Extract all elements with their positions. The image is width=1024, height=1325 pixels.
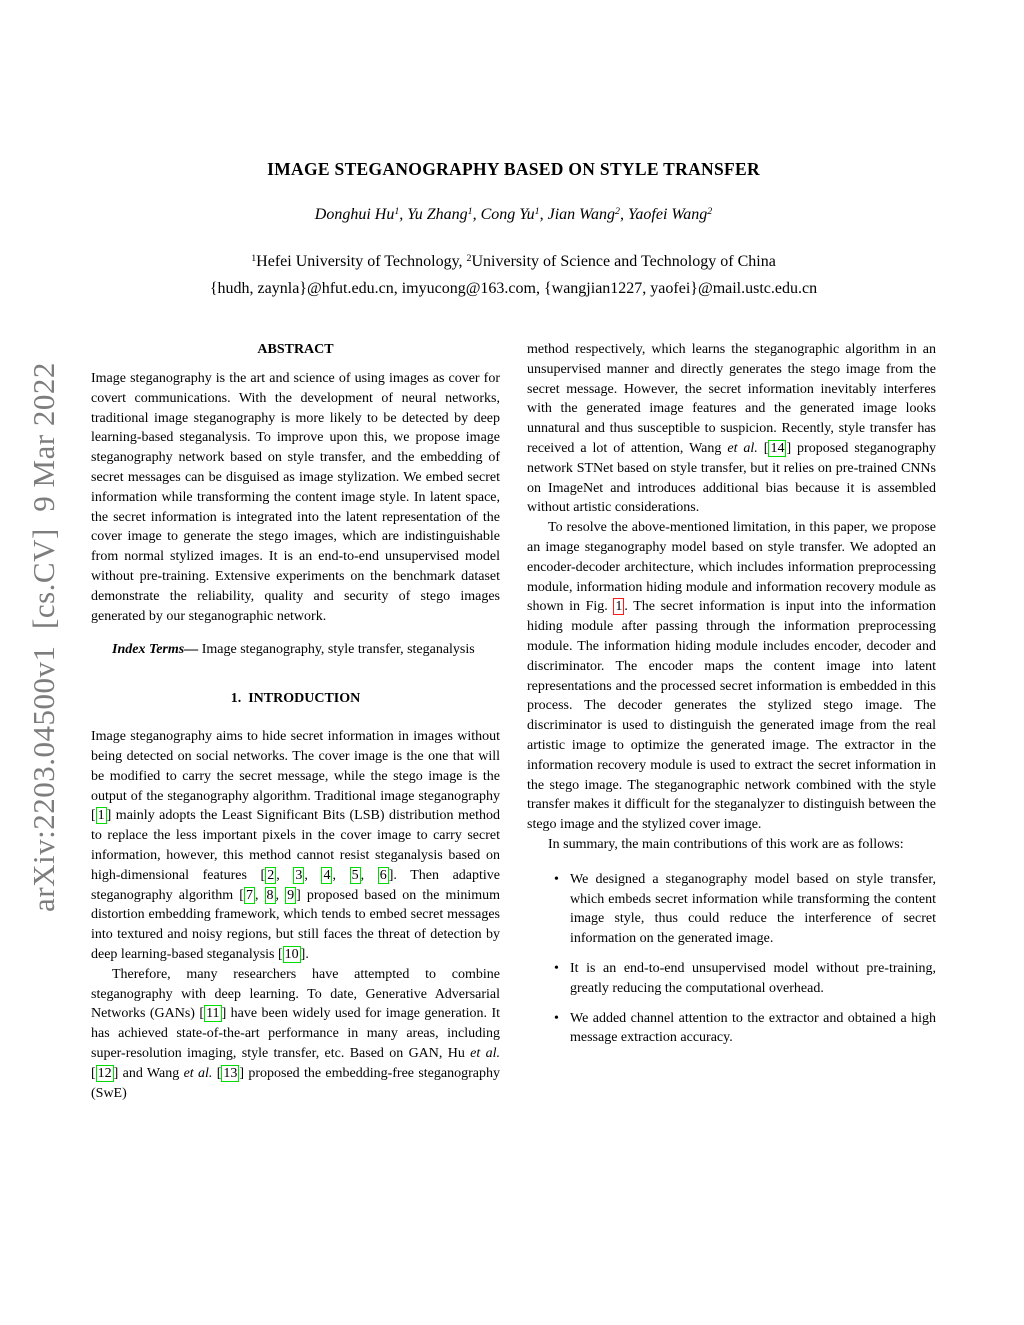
- text-segment: 1: [251, 253, 257, 265]
- arxiv-watermark: arXiv:2203.04500v1 [cs.CV] 9 Mar 2022: [26, 362, 61, 912]
- left-column: [91, 340, 500, 1103]
- citation-link[interactable]: 11: [206, 1006, 220, 1022]
- text-segment: et al.: [183, 1065, 213, 1081]
- paper-header: [91, 0, 936, 301]
- introduction-heading: 1. INTRODUCTION: [230, 691, 361, 707]
- bullet-marker: •: [554, 871, 559, 887]
- contribution-list: [527, 870, 936, 1048]
- citation-link[interactable]: 1: [97, 808, 105, 824]
- abstract-heading: ABSTRACT: [257, 342, 334, 357]
- text-segment: 2: [707, 206, 713, 218]
- citation-link[interactable]: 14: [770, 440, 785, 456]
- email-line: {hudh, zaynla}@hfut.edu.cn, imyucong@163.com, {wangjian1227, yaofei}@mail.ustc.edu.cn: [209, 280, 818, 297]
- affiliation-line: $^1$Hefei University of Technology, $^2$University of Science and Technology of China: [251, 253, 776, 270]
- abstract-text: Image steganography is the art and science of using images as cover for covert communications. With the development of neural networks, traditional image steganography is more likely to be detected by deep learning-based steganalysis. To improve upon this, we propose image steganography network based on style transfer, and the embedding of secret messages can be disguised as image stylization. We embed secret information while transforming the content image style. In latent space, the secret information is integrated into the latent representation of the cover image to generate the stego images, which are indistinguishable from normal stylized images. It is an end-to-end unsupervised model without pre-training. Extensive experiments on the benchmark dataset demonstrate the reliability, quality and security of stego images generated by our steganographic network.: [91, 371, 500, 624]
- right-paragraph-2: To resolve the above-mentioned limitation, in this paper, we propose an image steganography model based on style transfer. We adopted an encoder-decoder architecture, which includes information preprocessing module, information hiding module and information recovery module as shown in Fig. 1 . The secret information is input into the information hiding module after passing through the information preprocessing module. The information hiding module includes encoder, decoder and discriminator. The encoder maps the content image into latent representations and the processed secret information is embedded in this process. The decoder generates the stylized stego image. The discriminator is used to distinguish the generated image from the real artistic image to optimize the generated image. The extractor in the information recovery module is used to extract the secret information in the stego image. The steganographic network combined with the style transfer makes it difficult for the steganalyzer to distinguish between the stego image and the stylized cover image.: [527, 520, 936, 833]
- text-segment: 2: [466, 253, 472, 265]
- list-item: [554, 959, 936, 999]
- citation-link[interactable]: 10: [284, 946, 299, 962]
- list-item: [554, 870, 936, 949]
- right-paragraph-1: method respectively, which learns the steganographic algorithm in an unsupervised manner and directly generates the stego image from the secret message. However, the secret information inevitably interferes with the generated image features and the generated image looks unnatural and thus susceptible to suspicion. Recently, style transfer has received a lot of attention, Wang et al. [ 14 ] proposed steganography network STNet based on style transfer, but it relies on pre-trained CNNs on ImageNet and introduces additional bias because it is assembled without artistic considerations.: [527, 342, 936, 516]
- bullet-marker: •: [554, 1010, 559, 1026]
- text-segment: 2: [615, 206, 620, 218]
- intro-paragraph-1: Image steganography aims to hide secret information in images without being detected on social networks. The cover image is the one that will be modified to carry the secret message, while the stego image is the output of the steganography algorithm. Traditional image steganography [ 1 ] mainly adopts the Least Significant Bits (LSB) distribution method to replace the less important pixels in the cover image to carry secret information, however, this method cannot resist steganalysis based on high-dimensional features [ 2 , 3 , 4 , 5 , 6 ]. Then adaptive steganography algorithm [ 7 , 8 , 9 ] proposed based on the minimum distortion embedding framework, which tends to embed secret messages into textured and noisy regions, but still faces the threat of detection by deep learning-based steganalysis [ 10 ].: [91, 729, 501, 962]
- citation-link[interactable]: 2: [267, 867, 275, 883]
- citation-link[interactable]: 6: [379, 867, 387, 883]
- author-line: Donghui Hu$^1$, Yu Zhang$^1$, Cong Yu$^1$, Jian Wang$^2$, Yaofei Wang$^2$: [314, 206, 713, 223]
- citation-link[interactable]: 7: [245, 887, 253, 903]
- citation-link[interactable]: 9: [287, 887, 295, 903]
- citation-link[interactable]: 8: [266, 887, 274, 903]
- two-column-body: [91, 340, 936, 1103]
- citation-link[interactable]: 4: [323, 867, 331, 883]
- figure-ref[interactable]: 1: [615, 599, 623, 615]
- index-terms: Index Terms— Image steganography, style transfer, steganalysis: [112, 642, 475, 658]
- citation-link[interactable]: 3: [295, 867, 303, 883]
- text-segment: 1: [534, 206, 540, 218]
- text-segment: et al.: [727, 440, 758, 456]
- list-item-text: We designed a steganography model based on style transfer, which embeds secret information while transforming the content image style, thus could reduce the interference of secret information on the generated image.: [570, 871, 936, 947]
- text-segment: 1: [467, 206, 473, 218]
- text-segment: 1: [394, 206, 400, 218]
- citation-link[interactable]: 5: [351, 867, 359, 883]
- intro-paragraph-2: Therefore, many researchers have attempted to combine steganography with deep learning. To date, Generative Adversarial Networks (GANs) [ 11 ] have been widely used for image generation. It has achieved state-of-the-art performance in many areas, including super-resolution imaging, style transfer, etc. Based on GAN, Hu et al. [ 12 ] and Wang et al. [ 13 ] proposed the embedding-free steganography (SwE): [91, 966, 500, 1101]
- bullet-marker: •: [554, 960, 559, 976]
- citation-link[interactable]: 13: [223, 1065, 238, 1081]
- list-item: [554, 1009, 936, 1049]
- right-paragraph-3: In summary, the main contributions of this work are as follows:: [548, 836, 904, 852]
- citation-link[interactable]: 12: [97, 1065, 112, 1081]
- list-item-text: We added channel attention to the extractor and obtained a high message extraction accuracy.: [570, 1010, 936, 1046]
- list-item-text: It is an end-to-end unsupervised model without pre-training, greatly reducing the computational overhead.: [570, 960, 936, 996]
- right-column: [527, 340, 936, 1103]
- text-segment: Index Terms—: [112, 642, 199, 658]
- paper-title: IMAGE STEGANOGRAPHY BASED ON STYLE TRANSFER: [267, 159, 760, 179]
- text-segment: et al.: [470, 1045, 500, 1061]
